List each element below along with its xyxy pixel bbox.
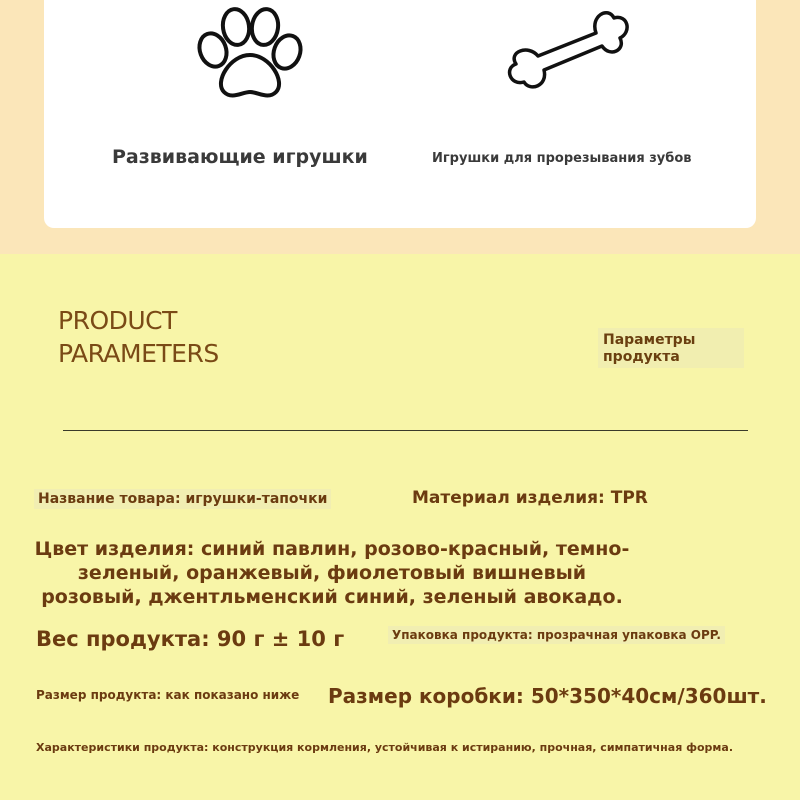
param-box-size: Размер коробки: 50*350*40см/360шт. bbox=[328, 684, 767, 708]
section-title bbox=[58, 304, 219, 370]
param-features: Характеристики продукта: конструкция кормления, устойчивая к истиранию, прочная, симпатичная форма. bbox=[36, 741, 734, 754]
section-title-ru: Параметры продукта bbox=[598, 328, 744, 368]
section-title-line1: PRODUCT bbox=[58, 306, 177, 335]
param-packaging: Упаковка продукта: прозрачная упаковка OPP. bbox=[388, 626, 725, 644]
param-color: Цвет изделия: синий павлин, розово-красный, темно-зеленый, оранжевый, фиолетовый вишневый розовый, джентльменский синий, зеленый авокадо. bbox=[34, 538, 630, 608]
param-weight: Вес продукта: 90 г ± 10 г bbox=[36, 627, 345, 651]
divider bbox=[63, 430, 748, 431]
category-label-teething-toys: Игрушки для прорезывания зубов bbox=[432, 151, 692, 166]
param-name: Название товара: игрушки-тапочки bbox=[34, 489, 331, 509]
top-band bbox=[0, 0, 800, 254]
paw-icon bbox=[194, 2, 304, 102]
category-label-developing-toys: Развивающие игрушки bbox=[112, 146, 368, 168]
category-card bbox=[44, 0, 756, 228]
bone-icon bbox=[502, 2, 632, 102]
param-material: Материал изделия: TPR bbox=[412, 488, 648, 508]
section-title-line2: PARAMETERS bbox=[58, 339, 219, 368]
param-size: Размер продукта: как показано ниже bbox=[36, 688, 300, 702]
